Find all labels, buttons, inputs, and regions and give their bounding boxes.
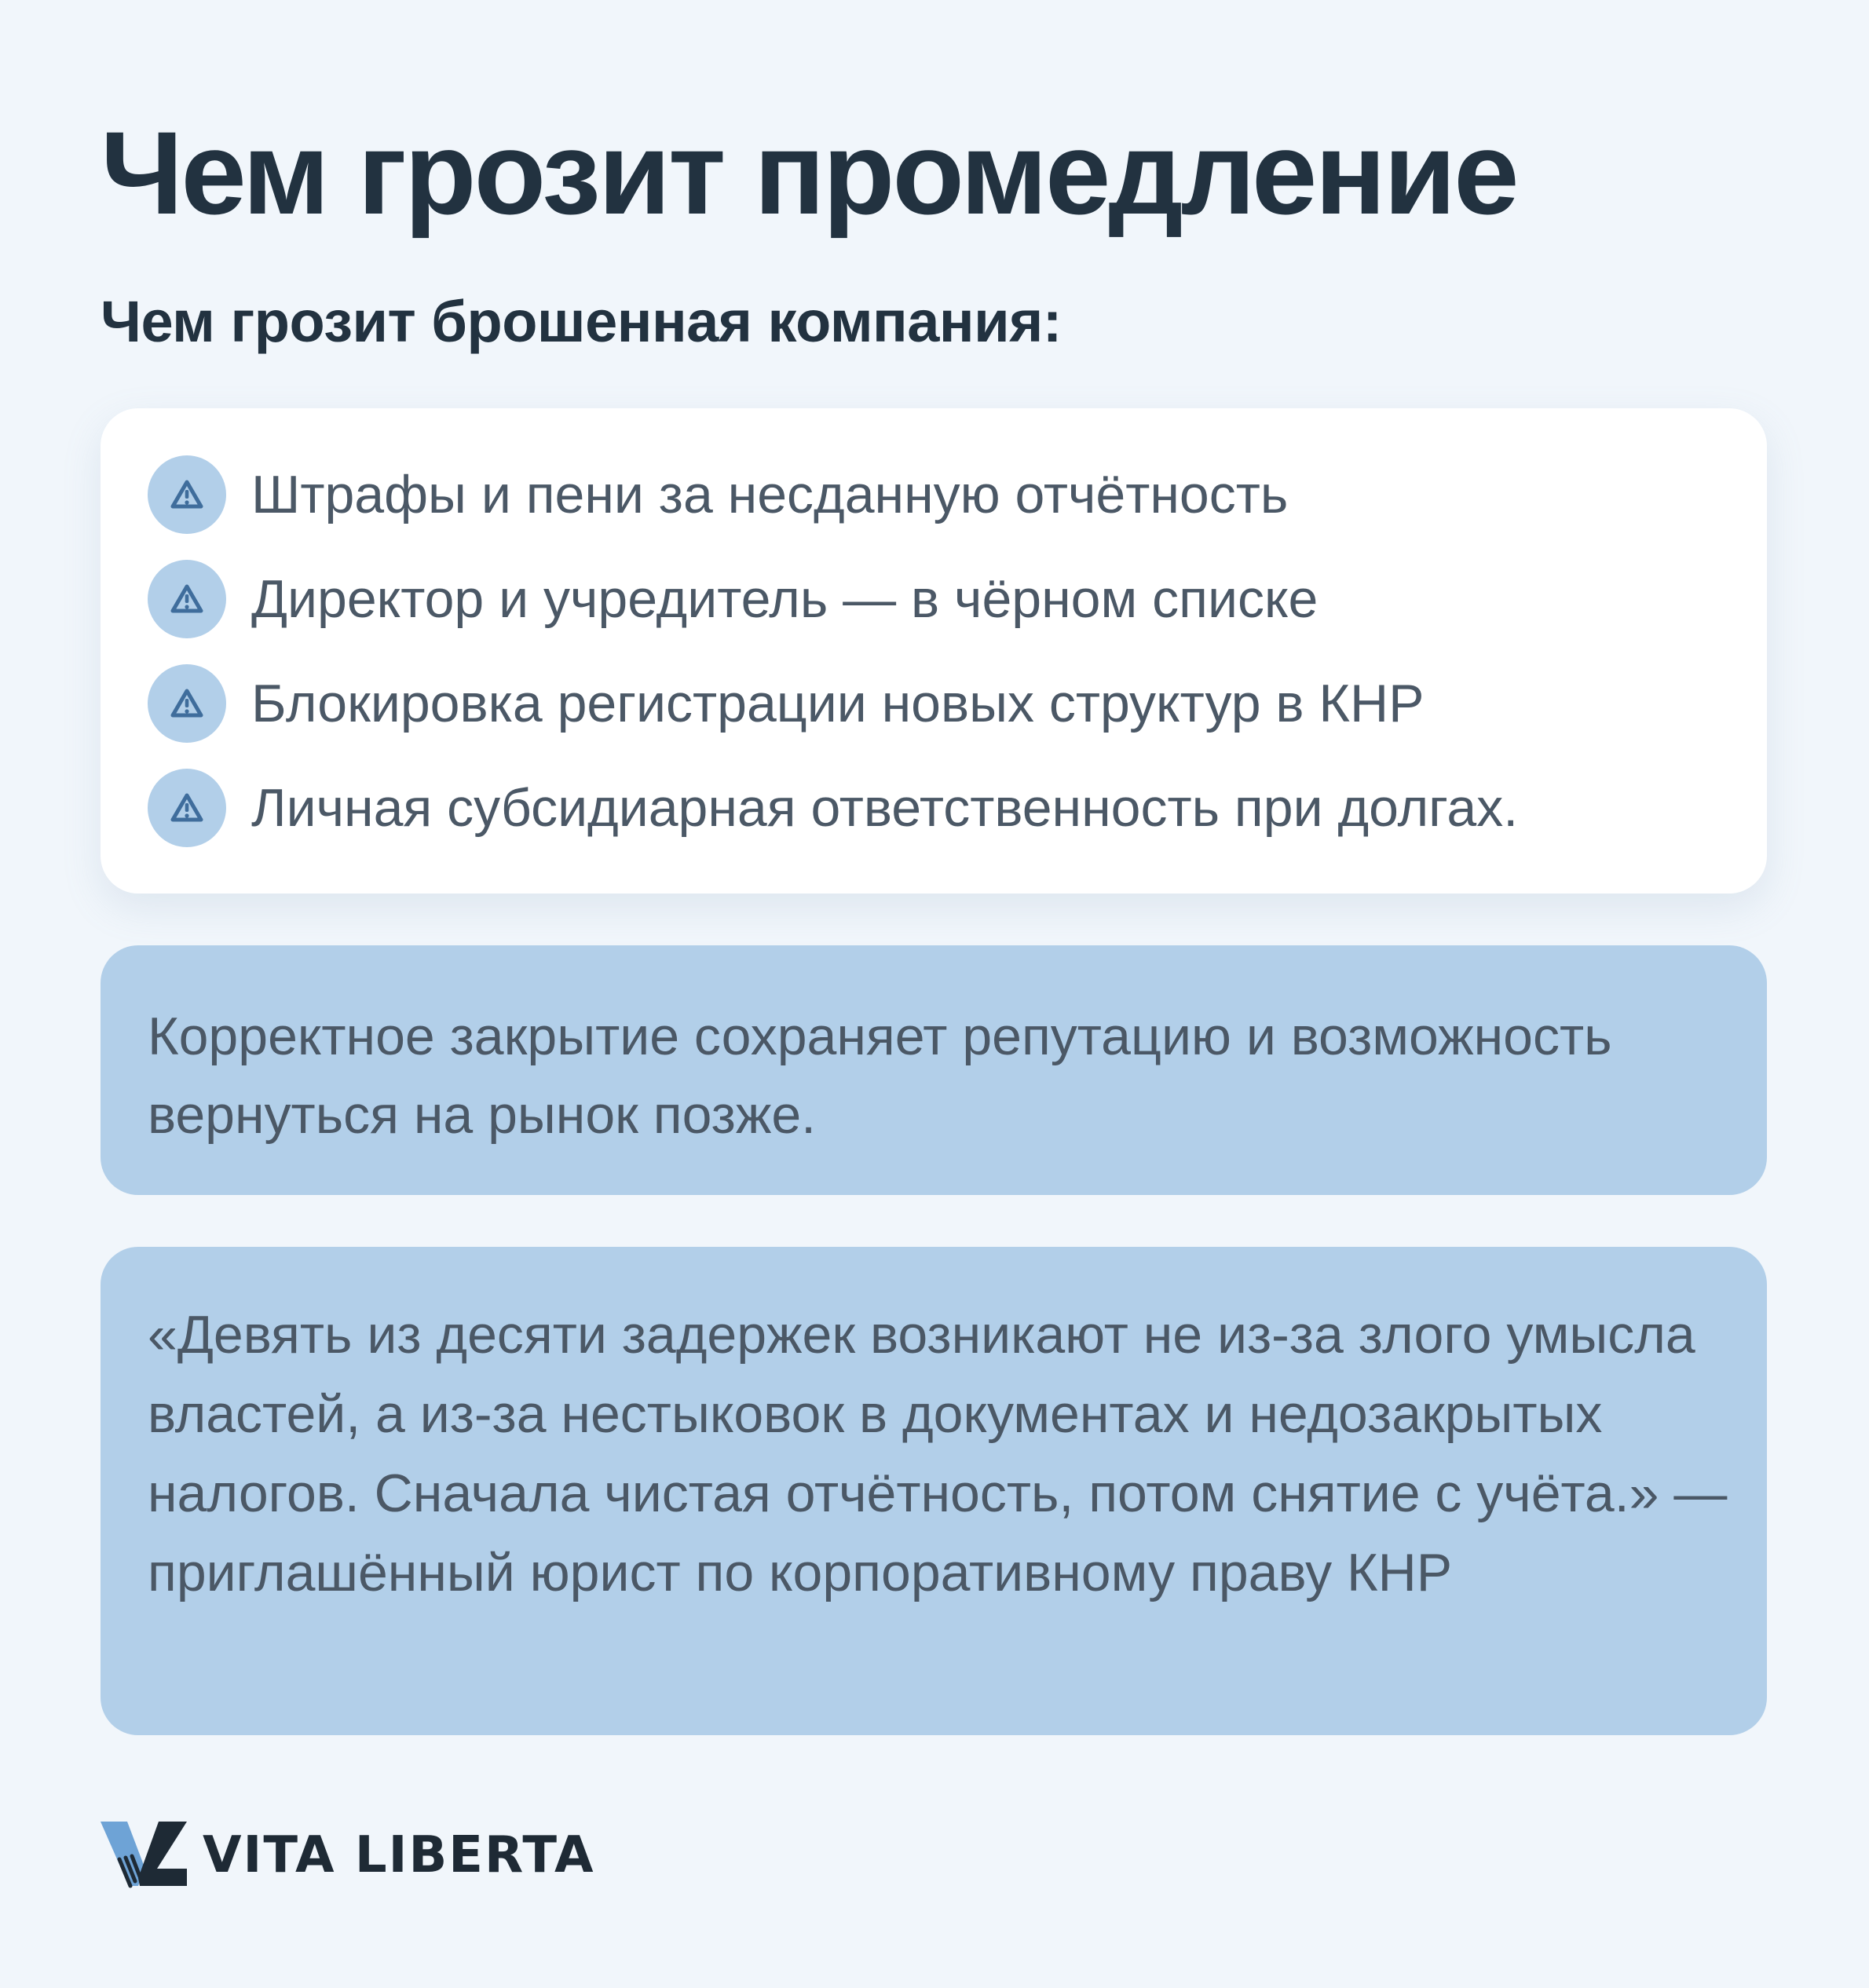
risk-item-text: Блокировка регистрации новых структур в КНР [251,674,1425,733]
risk-list-card [101,408,1767,894]
risk-item-text: Личная субсидиарная ответственность при долгах. [251,778,1519,838]
warning-triangle-icon [148,560,226,638]
risk-item [148,560,1518,638]
vita-liberta-logo [101,1822,187,1889]
brand-name: VITA LIBERTA [203,1826,595,1884]
warning-triangle-icon [148,664,226,743]
risk-item [148,455,1518,534]
warning-triangle-icon [148,769,226,847]
risk-list [148,455,1518,873]
risk-item [148,769,1518,847]
brand-footer [101,1822,595,1889]
quote-text: «Девять из десяти задержек возникают не из‑за злого умысла властей, а из‑за нестыковок в документах и недозакрытых налогов. Сначала чистая отчётность, потом снятие с учёта.» — приглашённый юрист по корпоративному праву КНР [148,1305,1728,1602]
page-title: Чем грозит промедление [101,107,1517,239]
warning-triangle-icon [148,455,226,534]
note-card [101,945,1767,1195]
risk-item-text: Штрафы и пени за несданную отчётность [251,465,1289,524]
note-text: Корректное закрытие сохраняет репутацию и возможность вернуться на рынок позже. [148,1007,1612,1145]
section-subtitle: Чем грозит брошенная компания: [101,289,1062,354]
risk-item-text: Директор и учредитель — в чёрном списке [251,569,1319,629]
quote-card [101,1247,1767,1735]
risk-item [148,664,1518,743]
